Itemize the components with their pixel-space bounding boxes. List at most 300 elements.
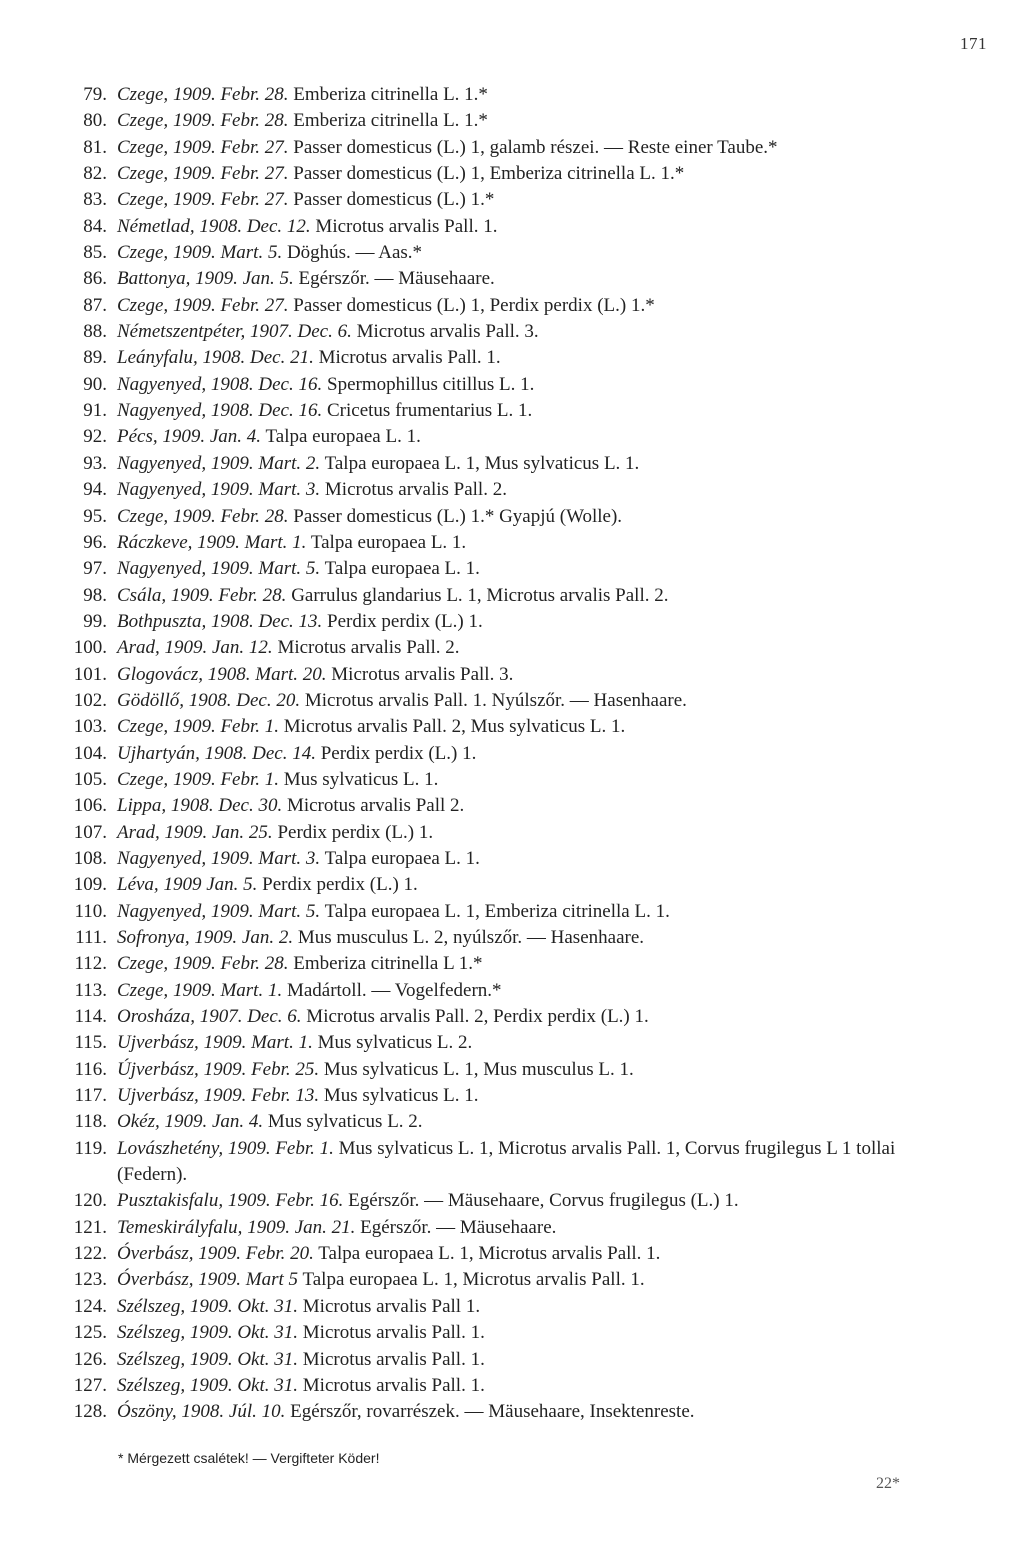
entry-text: Microtus arvalis Pall. 1. bbox=[318, 347, 501, 369]
entry-date: 1909. Okt. 31. bbox=[189, 1322, 299, 1344]
entry-place: Czege, bbox=[117, 979, 169, 1001]
entry-place: Czege, bbox=[117, 189, 169, 211]
list-item bbox=[60, 240, 960, 266]
entry-date: 1909. Mart. 1. bbox=[203, 1032, 313, 1054]
entry-date: 1908. Dec. 13. bbox=[210, 610, 323, 632]
entry-number: 90. bbox=[83, 373, 107, 395]
entry-place: Ujhartyán, bbox=[117, 742, 200, 764]
entry-text: Emberiza citrinella L 1.* bbox=[293, 953, 483, 975]
entry-text: Passer domesticus (L.) 1.* bbox=[293, 189, 495, 211]
entry-place: Czege, bbox=[117, 768, 169, 790]
list-item bbox=[60, 556, 960, 582]
entry-body bbox=[117, 1294, 480, 1320]
entry-number: 83. bbox=[83, 189, 107, 211]
entry-number: 109. bbox=[73, 874, 107, 896]
entry-number: 106. bbox=[73, 795, 107, 817]
entry-place: Leányfalu, bbox=[117, 347, 198, 369]
list-item bbox=[60, 1347, 960, 1373]
entry-date: 1909. Febr. 28. bbox=[172, 505, 289, 527]
entry-text: Perdix perdix (L.) 1. bbox=[277, 821, 434, 843]
entry-text: Mus sylvaticus L. 1. bbox=[323, 1085, 479, 1107]
entry-number: 110. bbox=[74, 900, 107, 922]
entry-place: Nagyenyed, bbox=[117, 400, 207, 422]
entry-body bbox=[117, 767, 438, 793]
entry-body bbox=[117, 293, 655, 319]
entry-text: Egérszőr. — Mäusehaare. bbox=[298, 268, 495, 290]
entry-number: 127. bbox=[73, 1374, 107, 1396]
list-item bbox=[60, 1373, 960, 1399]
entry-place: Szélszeg, bbox=[117, 1374, 186, 1396]
list-item bbox=[60, 451, 960, 477]
list-item bbox=[60, 1215, 960, 1241]
list-item bbox=[60, 135, 960, 161]
entry-number: 101. bbox=[73, 663, 107, 685]
entry-number: 93. bbox=[83, 452, 107, 474]
entry-body bbox=[117, 1109, 423, 1135]
entry-number: 88. bbox=[83, 321, 107, 343]
entry-text: Perdix perdix (L.) 1. bbox=[320, 742, 477, 764]
entry-place: Ószöny, bbox=[117, 1401, 177, 1423]
list-item bbox=[60, 793, 960, 819]
entry-text: Microtus arvalis Pall. 3. bbox=[356, 321, 539, 343]
entry-date: 1909. Okt. 31. bbox=[189, 1295, 299, 1317]
entry-text: Emberiza citrinella L. 1.* bbox=[293, 84, 488, 105]
entry-place: Szélszeg, bbox=[117, 1322, 186, 1344]
entry-number: 125. bbox=[73, 1322, 107, 1344]
list-item bbox=[60, 688, 960, 714]
entry-body bbox=[117, 662, 513, 688]
entry-text: Cricetus frumentarius L. 1. bbox=[327, 400, 533, 422]
entry-body bbox=[117, 1083, 479, 1109]
entry-place: Czege, bbox=[117, 84, 169, 105]
entry-body bbox=[117, 108, 488, 134]
entry-text: Microtus arvalis Pall 2. bbox=[286, 795, 465, 817]
entry-date: 1909. Mart. 5. bbox=[210, 558, 321, 580]
entry-text: Microtus arvalis Pall 1. bbox=[302, 1295, 481, 1317]
entry-body bbox=[117, 925, 644, 951]
entry-text: Talpa europaea L. 1. bbox=[310, 531, 467, 553]
list-item bbox=[60, 1188, 960, 1214]
entry-date: 1909. Febr. 28. bbox=[172, 110, 289, 132]
entry-date: 1909. Mart. 1. bbox=[172, 979, 283, 1001]
entry-place: Pusztakisfalu, bbox=[117, 1190, 224, 1212]
list-item bbox=[60, 1004, 960, 1030]
entry-text: Mus sylvaticus L. 1, Mus musculus L. 1. bbox=[323, 1058, 634, 1080]
entry-number: 124. bbox=[73, 1295, 107, 1317]
entry-number: 108. bbox=[73, 847, 107, 869]
entry-number: 79. bbox=[83, 84, 107, 105]
entry-number: 114. bbox=[74, 1006, 107, 1028]
entry-number: 126. bbox=[73, 1348, 107, 1370]
list-item bbox=[60, 1109, 960, 1135]
entry-text: Perdix perdix (L.) 1. bbox=[262, 874, 418, 896]
entry-date: 1908. Dec. 30. bbox=[170, 795, 283, 817]
entry-body bbox=[117, 741, 476, 767]
list-item bbox=[60, 951, 960, 977]
entry-place: Czege, bbox=[117, 136, 169, 158]
entry-place: Battonya, bbox=[117, 268, 191, 290]
entry-text: Microtus arvalis Pall. 1. Nyúlszőr. — Hasenhaare. bbox=[304, 689, 687, 711]
entry-body bbox=[117, 635, 460, 661]
entry-date: 1907. Dec. 6. bbox=[249, 321, 352, 343]
entry-number: 89. bbox=[83, 347, 107, 369]
entry-body bbox=[117, 1399, 695, 1425]
entry-text: Madártoll. — Vogelfedern.* bbox=[286, 979, 502, 1001]
entry-text: Passer domesticus (L.) 1, Emberiza citrinella L. 1.* bbox=[293, 163, 685, 185]
entry-place: Németlad, bbox=[117, 215, 195, 237]
entry-text: Emberiza citrinella L. 1.* bbox=[293, 110, 488, 132]
entry-text: Mus sylvaticus L. 2. bbox=[267, 1111, 423, 1133]
entry-place: Szélszeg, bbox=[117, 1295, 186, 1317]
entry-body bbox=[117, 424, 421, 450]
entry-number: 81. bbox=[83, 136, 107, 158]
entry-body bbox=[117, 1030, 472, 1056]
entry-body bbox=[117, 240, 422, 266]
entry-number: 91. bbox=[83, 400, 107, 422]
entry-number: 113. bbox=[74, 979, 107, 1001]
list-item bbox=[60, 1294, 960, 1320]
list-item bbox=[60, 925, 960, 951]
list-item bbox=[60, 899, 960, 925]
entry-body bbox=[117, 1004, 649, 1030]
list-item bbox=[60, 741, 960, 767]
entry-body bbox=[117, 978, 502, 1004]
entry-text: Egérszőr. — Mäusehaare. bbox=[360, 1216, 557, 1238]
entry-body bbox=[117, 372, 534, 398]
entry-place: Czege, bbox=[117, 294, 169, 316]
list-item bbox=[60, 187, 960, 213]
list-item bbox=[60, 161, 960, 187]
list-item bbox=[60, 1399, 960, 1425]
entry-number: 99. bbox=[83, 610, 107, 632]
entry-place: Czege, bbox=[117, 716, 169, 738]
entry-date: 1908. Mart. 20. bbox=[207, 663, 327, 685]
entry-date: 1909. Febr. 27. bbox=[172, 294, 289, 316]
entry-place: Czege, bbox=[117, 953, 169, 975]
entry-date: 1909. Febr. 27. bbox=[172, 136, 289, 158]
entry-date: 1909. Mart. 5. bbox=[210, 900, 321, 922]
entry-body bbox=[117, 187, 494, 213]
list-item bbox=[60, 1241, 960, 1267]
entry-number: 94. bbox=[83, 479, 107, 501]
entry-place: Nagyenyed, bbox=[117, 373, 207, 395]
entry-place: Lippa, bbox=[117, 795, 167, 817]
list-item bbox=[60, 214, 960, 240]
entry-body bbox=[117, 1241, 660, 1267]
entry-body bbox=[117, 477, 507, 503]
entry-place: Óverbász, bbox=[117, 1269, 194, 1291]
entry-text: Perdix perdix (L.) 1. bbox=[327, 610, 483, 632]
entry-place: Gödöllő, bbox=[117, 689, 185, 711]
entry-text: Microtus arvalis Pall. 1. bbox=[302, 1374, 485, 1396]
entry-number: 102. bbox=[73, 689, 107, 711]
entry-number: 98. bbox=[83, 584, 107, 606]
entry-date: 1909. Mart. 2. bbox=[210, 452, 321, 474]
list-item bbox=[60, 635, 960, 661]
entry-text: Microtus arvalis Pall. 3. bbox=[331, 663, 514, 685]
entry-body bbox=[117, 504, 622, 530]
entry-text: Mus sylvaticus L. 2. bbox=[317, 1032, 473, 1054]
entry-place: Nagyenyed, bbox=[117, 847, 207, 869]
entry-number: 92. bbox=[83, 426, 107, 448]
list-item bbox=[60, 1136, 960, 1189]
entry-body bbox=[117, 1320, 485, 1346]
entry-place: Okéz, bbox=[117, 1111, 160, 1133]
entry-date: 1909. Mart. 3. bbox=[210, 479, 321, 501]
list-item bbox=[60, 820, 960, 846]
entry-date: 1909. Mart 5 bbox=[198, 1269, 299, 1291]
entry-place: Szélszeg, bbox=[117, 1348, 186, 1370]
entry-text: Talpa europaea L. 1, Microtus arvalis Pall. 1. bbox=[318, 1243, 661, 1265]
entry-date: 1909. Jan. 2. bbox=[194, 927, 294, 948]
list-item bbox=[60, 662, 960, 688]
entry-place: Csála, bbox=[117, 584, 167, 606]
entry-place: Óverbász, bbox=[117, 1243, 194, 1265]
entry-date: 1909. Okt. 31. bbox=[189, 1374, 299, 1396]
entry-body bbox=[117, 1215, 556, 1241]
entry-date: 1909. Febr. 20. bbox=[198, 1243, 314, 1265]
list-item bbox=[60, 530, 960, 556]
entry-text: Passer domesticus (L.) 1.* Gyapjú (Wolle). bbox=[293, 505, 623, 527]
entry-date: 1909 Jan. 5. bbox=[163, 874, 258, 896]
entry-number: 111. bbox=[75, 927, 107, 948]
entry-body bbox=[117, 556, 480, 582]
entry-number: 118. bbox=[74, 1111, 107, 1133]
entry-body bbox=[117, 266, 495, 292]
entry-number: 128. bbox=[73, 1401, 107, 1423]
entry-place: Ujverbász, bbox=[117, 1085, 199, 1107]
entry-text: Microtus arvalis Pall. 1. bbox=[302, 1348, 485, 1370]
entry-place: Czege, bbox=[117, 110, 169, 132]
entry-date: 1907. Dec. 6. bbox=[199, 1006, 302, 1028]
entry-text: Egérszőr. — Mäusehaare, Corvus frugilegus (L.) 1. bbox=[348, 1190, 739, 1212]
entry-number: 119. bbox=[74, 1137, 107, 1159]
entry-body bbox=[117, 1057, 634, 1083]
entry-date: 1909. Mart. 5. bbox=[172, 242, 283, 264]
entry-place: Ujverbász, bbox=[117, 1032, 199, 1054]
entry-number: 104. bbox=[73, 742, 107, 764]
footnote: * Mérgezett csalétek! — Vergifteter Köder! bbox=[118, 1450, 380, 1466]
list-item bbox=[60, 424, 960, 450]
entry-text: Mus sylvaticus L. 1, Microtus arvalis Pall. 1, Corvus frugilegus L 1 tollai (Federn). bbox=[117, 1137, 896, 1186]
entry-place: Nagyenyed, bbox=[117, 558, 207, 580]
entry-number: 85. bbox=[83, 242, 107, 264]
entry-body bbox=[117, 530, 466, 556]
entry-body bbox=[117, 820, 433, 846]
list-item bbox=[60, 477, 960, 503]
list-item bbox=[60, 1057, 960, 1083]
entry-date: 1909. Febr. 27. bbox=[172, 163, 289, 185]
entry-date: 1908. Dec. 16. bbox=[210, 400, 323, 422]
entry-date: 1909. Febr. 28. bbox=[172, 84, 289, 105]
entry-date: 1909. Febr. 28. bbox=[172, 953, 289, 975]
entry-date: 1909. Febr. 28. bbox=[170, 584, 287, 606]
entry-body bbox=[117, 688, 687, 714]
entry-date: 1908. Júl. 10. bbox=[181, 1401, 286, 1423]
entry-place: Léva, bbox=[117, 874, 159, 896]
entry-body bbox=[117, 1347, 485, 1373]
entry-date: 1909. Jan. 25. bbox=[164, 821, 273, 843]
entry-place: Nagyenyed, bbox=[117, 479, 207, 501]
entry-place: Nagyenyed, bbox=[117, 452, 207, 474]
entry-text: Egérszőr, rovarrészek. — Mäusehaare, Insektenreste. bbox=[290, 1401, 695, 1423]
entry-number: 95. bbox=[83, 505, 107, 527]
entry-body bbox=[117, 1136, 960, 1189]
page-number: 171 bbox=[960, 34, 987, 53]
entry-date: 1908. Dec. 14. bbox=[204, 742, 316, 764]
entry-text: Passer domesticus (L.) 1, Perdix perdix (L.) 1.* bbox=[293, 294, 655, 316]
list-item bbox=[60, 319, 960, 345]
entry-place: Pécs, bbox=[117, 426, 158, 448]
entry-body bbox=[117, 609, 483, 635]
list-item bbox=[60, 293, 960, 319]
list-item bbox=[60, 108, 960, 134]
entry-body bbox=[117, 793, 464, 819]
list-item bbox=[60, 345, 960, 371]
entry-place: Nagyenyed, bbox=[117, 900, 207, 922]
entry-date: 1909. Febr. 1. bbox=[172, 768, 280, 790]
list-item bbox=[60, 82, 960, 108]
entry-place: Németszentpéter, bbox=[117, 321, 246, 343]
entry-place: Czege, bbox=[117, 505, 169, 527]
entry-place: Orosháza, bbox=[117, 1006, 195, 1028]
entry-number: 120. bbox=[73, 1190, 107, 1212]
entry-body bbox=[117, 135, 778, 161]
entry-date: 1908. Dec. 20. bbox=[188, 689, 301, 711]
entry-place: Glogovácz, bbox=[117, 663, 204, 685]
entry-list bbox=[60, 82, 960, 1426]
entry-number: 117. bbox=[74, 1085, 107, 1107]
entry-body bbox=[117, 161, 684, 187]
entry-date: 1909. Febr. 27. bbox=[172, 189, 289, 211]
entry-date: 1909. Febr. 13. bbox=[203, 1085, 320, 1107]
list-item bbox=[60, 872, 960, 898]
list-item bbox=[60, 1030, 960, 1056]
entry-text: Mus musculus L. 2, nyúlszőr. — Hasenhaare. bbox=[297, 927, 645, 948]
entry-text: Talpa europaea L. 1. bbox=[324, 847, 480, 869]
entry-number: 84. bbox=[83, 215, 107, 237]
entry-text: Döghús. — Aas.* bbox=[286, 242, 423, 264]
entry-date: 1909. Jan. 21. bbox=[247, 1216, 356, 1238]
entry-text: Microtus arvalis Pall. 2, Perdix perdix (L.) 1. bbox=[306, 1006, 649, 1028]
entry-body bbox=[117, 899, 670, 925]
entry-body bbox=[117, 1373, 485, 1399]
entry-date: 1909. Jan. 5. bbox=[195, 268, 294, 290]
entry-body bbox=[117, 872, 418, 898]
entry-place: Czege, bbox=[117, 242, 169, 264]
list-item bbox=[60, 504, 960, 530]
entry-date: 1909. Okt. 31. bbox=[189, 1348, 299, 1370]
entry-place: Temeskirályfalu, bbox=[117, 1216, 243, 1238]
entry-number: 122. bbox=[73, 1243, 107, 1265]
entry-body bbox=[117, 398, 532, 424]
entry-text: Microtus arvalis Pall. 2, Mus sylvaticus L. 1. bbox=[283, 716, 626, 738]
entry-date: 1908. Dec. 16. bbox=[210, 373, 323, 395]
entry-number: 115. bbox=[74, 1032, 107, 1054]
entry-number: 105. bbox=[73, 768, 107, 790]
entry-place: Arad, bbox=[117, 637, 160, 659]
entry-text: Spermophillus citillus L. 1. bbox=[327, 373, 535, 395]
list-item bbox=[60, 714, 960, 740]
entry-number: 80. bbox=[83, 110, 107, 132]
entry-number: 82. bbox=[83, 163, 107, 185]
entry-place: Czege, bbox=[117, 163, 169, 185]
signature-mark: 22* bbox=[876, 1475, 900, 1492]
entry-number: 107. bbox=[73, 821, 107, 843]
entry-body bbox=[117, 1267, 645, 1293]
entry-text: Microtus arvalis Pall. 2. bbox=[324, 479, 507, 501]
list-item bbox=[60, 846, 960, 872]
entry-text: Talpa europaea L. 1. bbox=[324, 558, 480, 580]
entry-number: 116. bbox=[74, 1058, 107, 1080]
list-item bbox=[60, 1267, 960, 1293]
entry-text: Passer domesticus (L.) 1, galamb részei. — Reste einer Taube.* bbox=[293, 136, 778, 158]
entry-number: 97. bbox=[83, 558, 107, 580]
entry-place: Sofronya, bbox=[117, 927, 190, 948]
entry-date: 1908. Dec. 12. bbox=[199, 215, 311, 237]
entry-date: 1908. Dec. 21. bbox=[202, 347, 314, 369]
entry-text: Microtus arvalis Pall. 2. bbox=[277, 637, 460, 659]
entry-number: 112. bbox=[74, 953, 107, 975]
entry-number: 123. bbox=[73, 1269, 107, 1291]
entry-body bbox=[117, 714, 625, 740]
entry-place: Arad, bbox=[117, 821, 160, 843]
entry-date: 1909. Febr. 25. bbox=[203, 1058, 320, 1080]
entry-body bbox=[117, 82, 488, 108]
list-item bbox=[60, 266, 960, 292]
entry-date: 1909. Jan. 12. bbox=[164, 637, 273, 659]
list-item bbox=[60, 609, 960, 635]
list-item bbox=[60, 583, 960, 609]
entry-body bbox=[117, 846, 480, 872]
entry-place: Ráczkeve, bbox=[117, 531, 193, 553]
entry-text: Talpa europaea L. 1, Emberiza citrinella L. 1. bbox=[324, 900, 670, 922]
list-item bbox=[60, 767, 960, 793]
entry-number: 86. bbox=[83, 268, 107, 290]
entry-text: Talpa europaea L. 1, Microtus arvalis Pall. 1. bbox=[302, 1269, 645, 1291]
entry-date: 1909. Febr. 1. bbox=[172, 716, 280, 738]
entry-date: 1909. Mart. 3. bbox=[210, 847, 321, 869]
entry-text: Microtus arvalis Pall. 1. bbox=[302, 1322, 485, 1344]
entry-body bbox=[117, 345, 501, 371]
entry-place: Lovászhetény, bbox=[117, 1137, 224, 1159]
entry-number: 100. bbox=[73, 637, 107, 659]
entry-number: 103. bbox=[73, 716, 107, 738]
list-item bbox=[60, 372, 960, 398]
entry-date: 1909. Jan. 4. bbox=[162, 426, 262, 448]
entry-place: Újverbász, bbox=[117, 1058, 199, 1080]
entry-body bbox=[117, 451, 639, 477]
list-item bbox=[60, 978, 960, 1004]
entry-date: 1909. Febr. 1. bbox=[227, 1137, 334, 1159]
entry-body bbox=[117, 214, 497, 240]
list-item bbox=[60, 1083, 960, 1109]
entry-date: 1909. Jan. 4. bbox=[164, 1111, 264, 1133]
entry-text: Microtus arvalis Pall. 1. bbox=[315, 215, 498, 237]
list-item bbox=[60, 1320, 960, 1346]
entry-body bbox=[117, 583, 668, 609]
entry-body bbox=[117, 951, 482, 977]
entry-number: 121. bbox=[73, 1216, 107, 1238]
entry-text: Mus sylvaticus L. 1. bbox=[283, 768, 439, 790]
entry-body bbox=[117, 319, 539, 345]
entry-number: 96. bbox=[83, 531, 107, 553]
list-item bbox=[60, 398, 960, 424]
entry-date: 1909. Mart. 1. bbox=[197, 531, 307, 553]
entry-place: Bothpuszta, bbox=[117, 610, 207, 632]
entry-text: Talpa europaea L. 1, Mus sylvaticus L. 1. bbox=[324, 452, 640, 474]
entry-date: 1909. Febr. 16. bbox=[227, 1190, 344, 1212]
